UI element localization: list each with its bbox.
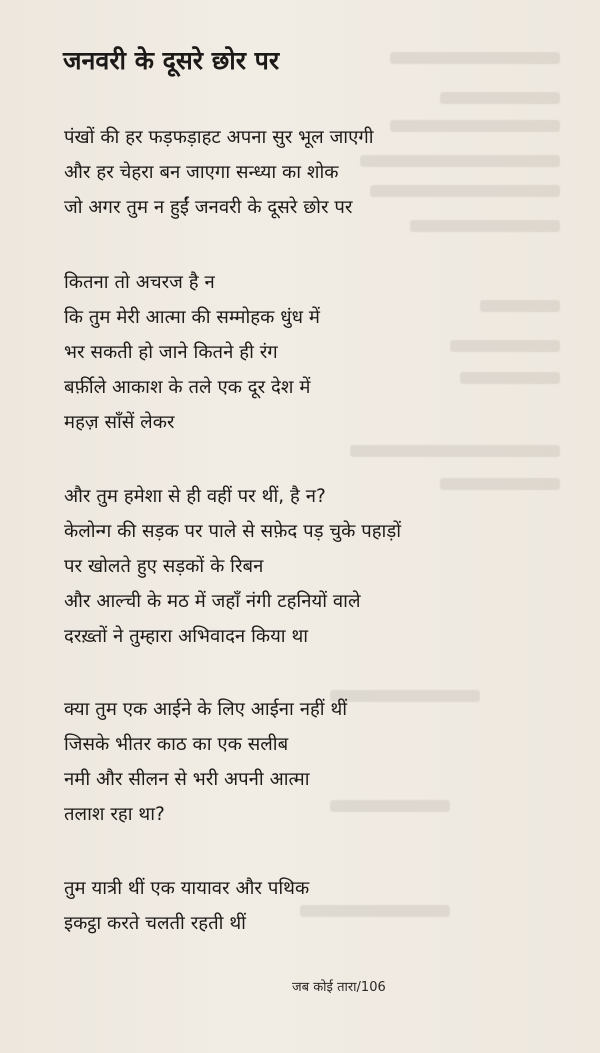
poem-line: भर सकती हो जाने कितने ही रंग [64, 342, 278, 363]
poem-line: पंखों की हर फड़फड़ाहट अपना सुर भूल जाएगी [64, 127, 374, 148]
page-footer: जब कोई तारा/106 [292, 980, 386, 995]
stanza-1 [64, 120, 374, 225]
poem-line: क्या तुम एक आईने के लिए आईना नहीं थीं [64, 699, 348, 720]
poem-line: केलोन्ग की सड़क पर पाले से सफ़ेद पड़ चुके पहाड़ों [64, 521, 402, 542]
stanza-4 [64, 692, 347, 832]
poem-line: कि तुम मेरी आत्मा की सम्मोहक धुंध में [64, 307, 320, 328]
poem-line: जो अगर तुम न हुईं जनवरी के दूसरे छोर पर [64, 197, 353, 218]
stanza-3 [64, 479, 401, 654]
poem-line: दरख़्तों ने तुम्हारा अभिवादन किया था [64, 626, 309, 647]
poem-line: नमी और सीलन से भरी अपनी आत्मा [64, 769, 310, 790]
poem-line: बर्फ़ीले आकाश के तले एक दूर देश में [64, 377, 311, 398]
poem-line: और हर चेहरा बन जाएगा सन्ध्या का शोक [64, 162, 339, 183]
poem-line: इकट्ठा करते चलती रहती थीं [64, 913, 246, 934]
poem-line: और आल्ची के मठ में जहाँ नंगी टहनियों वाले [64, 591, 361, 612]
poem-title: जनवरी के दूसरे छोर पर [63, 46, 280, 75]
running-title: जब कोई तारा [292, 980, 357, 995]
poem-line: जिसके भीतर काठ का एक सलीब [64, 734, 289, 755]
poem-line: पर खोलते हुए सड़कों के रिबन [64, 556, 264, 577]
poem-line: तुम यात्री थीं एक यायावर और पथिक [64, 878, 310, 899]
stanza-2 [64, 265, 320, 440]
poem-line: महज़ साँसें लेकर [64, 412, 175, 433]
poem-line: और तुम हमेशा से ही वहीं पर थीं, है न? [64, 486, 326, 507]
poem-line: कितना तो अचरज है न [64, 272, 215, 293]
stanza-5 [64, 871, 309, 941]
page-number: 106 [360, 980, 386, 995]
poem-line: तलाश रहा था? [64, 804, 165, 825]
